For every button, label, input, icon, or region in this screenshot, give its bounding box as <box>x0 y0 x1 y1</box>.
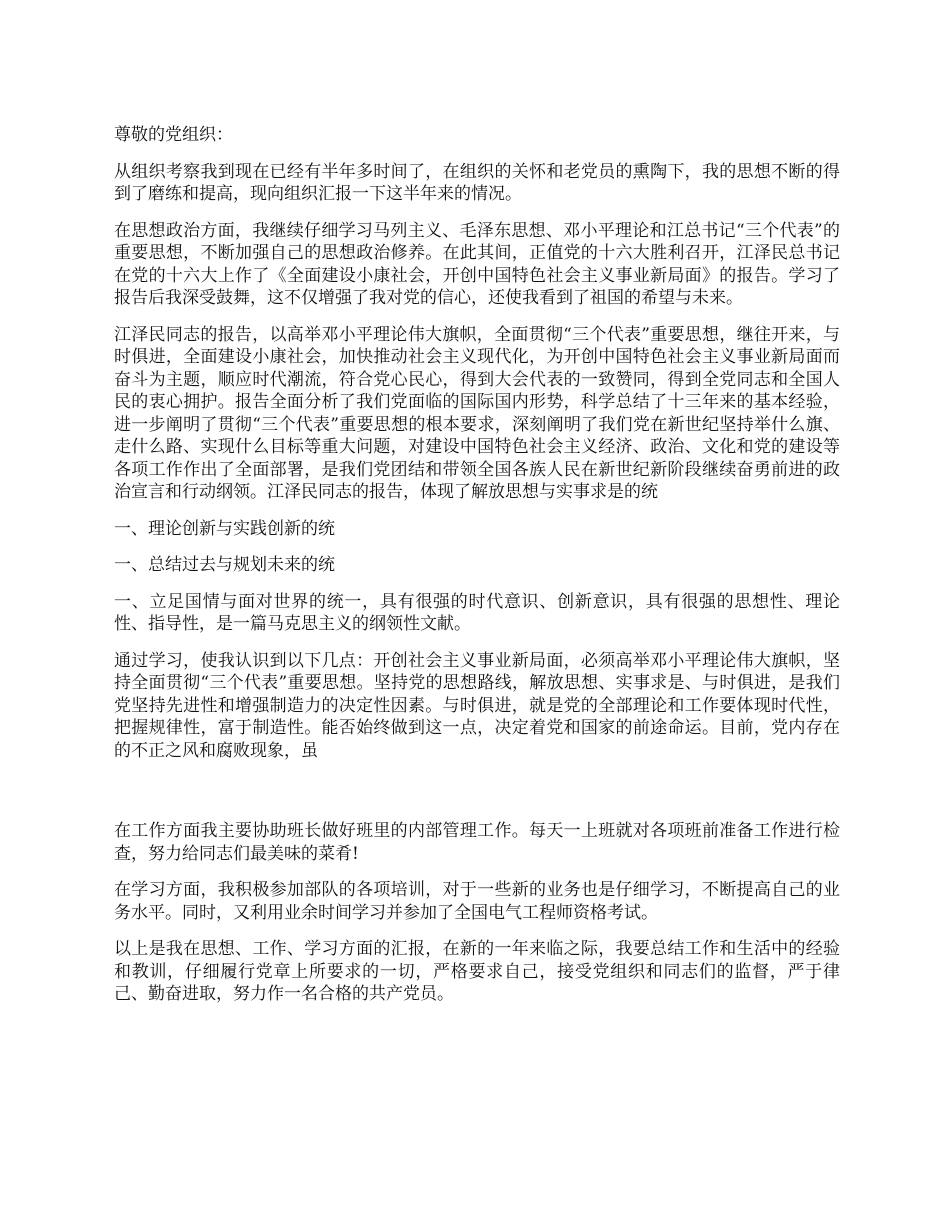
document-page <box>114 124 840 1020</box>
paragraph-report-summary: 江泽民同志的报告，以高举邓小平理论伟大旗帜，全面贯彻“三个代表”重要思想，继往开来，与时俱进，全面建设小康社会，加快推动社会主义现代化，为开创中国特色社会主义事业新局面而奋斗为主题，顺应时代潮流，符合党心民心，得到大会代表的一致赞同，得到全党同志和全国人民的衷心拥护。报告全面分析了我们党面临的国际国内形势，科学总结了十三年来的基本经验，进一步阐明了贯彻“三个代表”重要思想的根本要求，深刻阐明了我们党在新世纪坚持举什么旗、走什么路、实现什么目标等重大问题，对建设中国特色社会主义经济、政治、文化和党的建设等各项工作作出了全面部署，是我们党团结和带领全国各族人民在新世纪新阶段继续奋勇前进的政治宣言和行动纲领。江泽民同志的报告，体现了解放思想与实事求是的统 <box>114 324 840 502</box>
paragraph-conclusion: 以上是我在思想、工作、学习方面的汇报，在新的一年来临之际，我要总结工作和生活中的经验和教训，仔细履行党章上所要求的一切，严格要求自己，接受党组织和同志们的监督，严于律己、勤奋进取，努力作一名合格的共产党员。 <box>114 939 840 1004</box>
paragraph-intro: 从组织考察我到现在已经有半年多时间了，在组织的关怀和老党员的熏陶下，我的思想不断的得到了磨练和提高，现向组织汇报一下这半年来的情况。 <box>114 161 840 204</box>
paragraph-learning-points: 通过学习，使我认识到以下几点：开创社会主义事业新局面，必须高举邓小平理论伟大旗帜，坚持全面贯彻“三个代表”重要思想。坚持党的思想路线，解放思想、实事求是、与时俱进，是我们党坚持先进性和增强制造力的决定性因素。与时俱进，就是党的全部理论和工作要体现时代性，把握规律性，富于制造性。能否始终做到这一点，决定着党和国家的前途命运。目前，党内存在的不正之风和腐败现象，虽 <box>114 650 840 761</box>
list-item-past-future: 一、总结过去与规划未来的统 <box>114 555 335 575</box>
list-item-national-world: 一、立足国情与面对世界的统一，具有很强的时代意识、创新意识，具有很强的思想性、理论性、指导性，是一篇马克思主义的纲领性文献。 <box>114 591 840 634</box>
salutation: 尊敬的党组织： <box>114 125 233 145</box>
paragraph-political-study: 在思想政治方面，我继续仔细学习马列主义、毛泽东思想、邓小平理论和江总书记“三个代表”的重要思想，不断加强自己的思想政治修养。在此其间，正值党的十六大胜利召开，江泽民总书记在党的十六大上作了《全面建设小康社会，开创中国特色社会主义事业新局面》的报告。学习了报告后我深受鼓舞，这不仅增强了我对党的信心，还使我看到了祖国的希望与未来。 <box>114 220 840 308</box>
section-gap <box>114 776 840 820</box>
paragraph-study: 在学习方面，我积极参加部队的各项培训，对于一些新的业务也是仔细学习，不断提高自己的业务水平。同时，又利用业余时间学习并参加了全国电气工程师资格考试。 <box>114 880 840 923</box>
paragraph-work: 在工作方面我主要协助班长做好班里的内部管理工作。每天一上班就对各项班前准备工作进行检查，努力给同志们最美味的菜肴! <box>114 821 840 864</box>
list-item-theory-practice: 一、理论创新与实践创新的统 <box>114 518 335 539</box>
